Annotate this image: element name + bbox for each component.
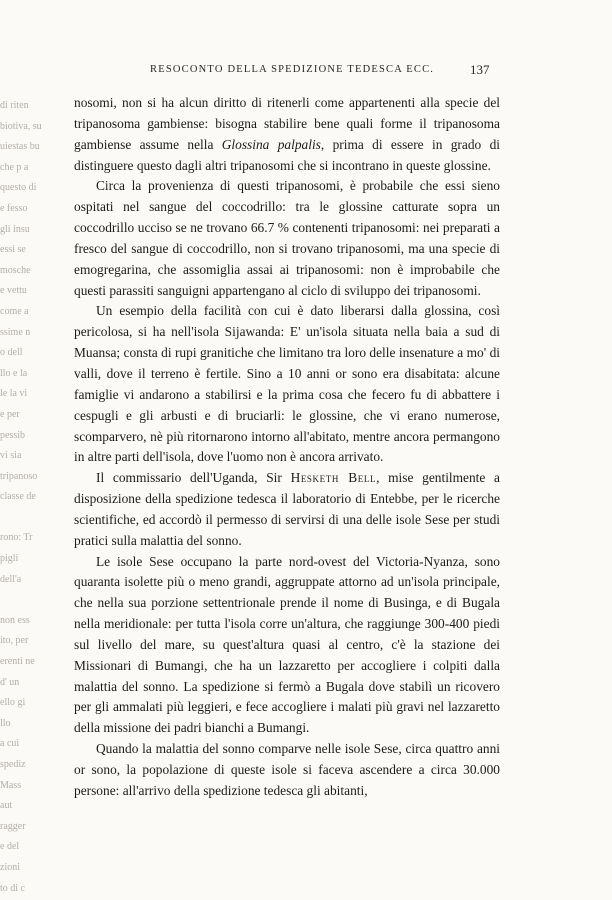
bleed-fragment: aut — [0, 800, 13, 812]
page-number: 137 — [470, 62, 490, 77]
paragraph — [74, 176, 500, 301]
bleed-fragment: ssime n — [0, 326, 31, 338]
bleed-fragment: gli insu — [0, 223, 30, 235]
bleed-fragment: a cui — [0, 738, 20, 750]
bleed-fragment: d' un — [0, 676, 20, 688]
bleed-fragment: e per — [0, 408, 20, 420]
bleed-fragment: vi sia — [0, 450, 22, 462]
text-segment: Quando la malattia del sonno comparve nelle isole Sese, circa quattro anni or sono, la popolazione di queste isole si faceva ascendere a circa 30.000 persone: all'arrivo della spedizione tedesca gli abitanti, — [74, 741, 500, 798]
bleed-fragment: zioni — [0, 861, 20, 873]
bleed-fragment: erenti ne — [0, 656, 35, 668]
bleed-fragment: tripanoso — [0, 470, 38, 482]
body-text — [74, 93, 500, 802]
bleed-fragment: le la vi — [0, 388, 28, 400]
bleed-fragment: llo e la — [0, 367, 28, 379]
paragraph — [74, 468, 500, 551]
bleed-fragment: mosche — [0, 264, 31, 276]
bleed-fragment: non ess — [0, 614, 30, 626]
text-segment: Un esempio della facilità con cui è dato liberarsi dalla glossina, così pericolosa, si ha nell'isola Sijawanda: E' un'isola situata nella baia a sud di Muansa; consta di rupi granitiche che limitano tra loro delle insenature a mo' di valli, dove il terreno è fertile. Sino a 10 anni or sono era disabitata: alcune famiglie vi andarono a stabilirsi e la prima cosa che fecero fu di abbattere i cespugli e gli arbusti e di bruciarli: le glossine, che vi erano numerose, scomparvero, nè più ritornarono intorno all'abitato, mentre ancora permangono in altre parti dell'isola, dove l'uomo non è ancora arrivato. — [74, 303, 500, 465]
bleed-fragment: biotiva, su — [0, 120, 42, 132]
bleed-fragment: to di c — [0, 882, 25, 894]
bleed-fragment: che p a — [0, 161, 29, 173]
bleed-fragment: e fesso — [0, 202, 28, 214]
bleed-fragment: dell'a — [0, 573, 22, 585]
bleed-fragment: llo — [0, 717, 11, 729]
bleed-fragment: essi se — [0, 244, 26, 256]
paragraph — [74, 552, 500, 740]
bleed-fragment: spediz — [0, 759, 26, 770]
bleed-fragment: o dell — [0, 347, 23, 359]
bleed-fragment: e del — [0, 841, 20, 853]
bleed-fragment: uiestas bu — [0, 141, 40, 153]
bleed-fragment: ito, per — [0, 635, 29, 647]
paragraph — [74, 739, 500, 802]
text-segment: nosomi, non si ha alcun diritto di ritenerli come appartenenti alla specie del tripanosoma gambiense: bisogna stabilire bene quali forme il tripanosoma gambiense assume nella — [74, 95, 500, 152]
text-segment: Le isole Sese occupano la parte nord-ovest del Victoria-Nyanza, sono quaranta isolette più o meno grandi, aggruppate attorno ad un'isola principale, che nella sua porzione settentrionale prende il nome di Businga, e di Bugala nella meridionale: per tutta l'isola corre un'altura, che raggiunge 300-400 piedi sul livello del mare, su quest'altura quasi al centro, c'è la stazione dei Missionari di Bumangi, che ha un lazzaretto per accogliere i colpiti dalla malattia del sonno. La spedizione si fermò a Bugala dove stabilì un ricovero per gli ammalati più leggieri, e fece accogliere i malati più gravi nel lazzaretto della missione dei padri bianchi a Bumangi. — [74, 553, 500, 736]
bleed-fragment: questo di — [0, 182, 37, 194]
bleed-fragment: rono: Tr — [0, 532, 33, 544]
bleed-fragment: pigli — [0, 553, 19, 565]
italic-term: Glossina palpalis — [221, 136, 321, 152]
bleed-fragment — [0, 590, 42, 611]
bleed-fragment: di riten — [0, 100, 29, 111]
proper-name: Hesketh Bell — [290, 470, 377, 486]
facing-page-bleed-through — [0, 96, 42, 894]
text-segment: Circa la provenienza di questi tripanosomi, è probabile che essi sieno ospitati nel sangue del coccodrillo: tra le glossine catturate sopra un coccodrillo ucciso se ne trovano 66.7 % contenenti tripanosomi: nei preparati a fresco del sangue di coccodrillo, non si trovano tripanosomi, ma una specie di emogregarina, che assomiglia assai ai tripanosomi: non è improbabile che questi parassiti sanguigni appartengano al ciclo di sviluppo dei tripanosomi. — [74, 178, 500, 298]
text-segment: , prima di essere in grado di distinguere questo dagli altri tripanosomi che si incontrano in queste glossine. — [74, 136, 500, 173]
bleed-fragment: classe de — [0, 491, 36, 503]
bleed-fragment: come a — [0, 305, 29, 317]
paragraph — [74, 301, 500, 468]
bleed-fragment: ello gi — [0, 697, 26, 709]
paragraph — [74, 93, 500, 176]
text-segment: Il commissario dell'Uganda, Sir — [96, 470, 291, 486]
text-segment: , mise gentilmente a disposizione della spedizione tedesca il laboratorio di Entebbe, per le ricerche scientifiche, ed accordò il permesso di servirsi di una delle isole Sese per studi pratici sulla malattia del sonno. — [74, 470, 500, 548]
running-header: RESOCONTO DELLA SPEDIZIONE TEDESCA ECC. — [150, 64, 435, 75]
bleed-fragment: ragger — [0, 820, 26, 832]
bleed-fragment: e vettu — [0, 285, 27, 297]
bleed-fragment — [0, 508, 42, 529]
bleed-fragment: pessib — [0, 429, 25, 441]
bleed-fragment: Mass — [0, 779, 22, 791]
